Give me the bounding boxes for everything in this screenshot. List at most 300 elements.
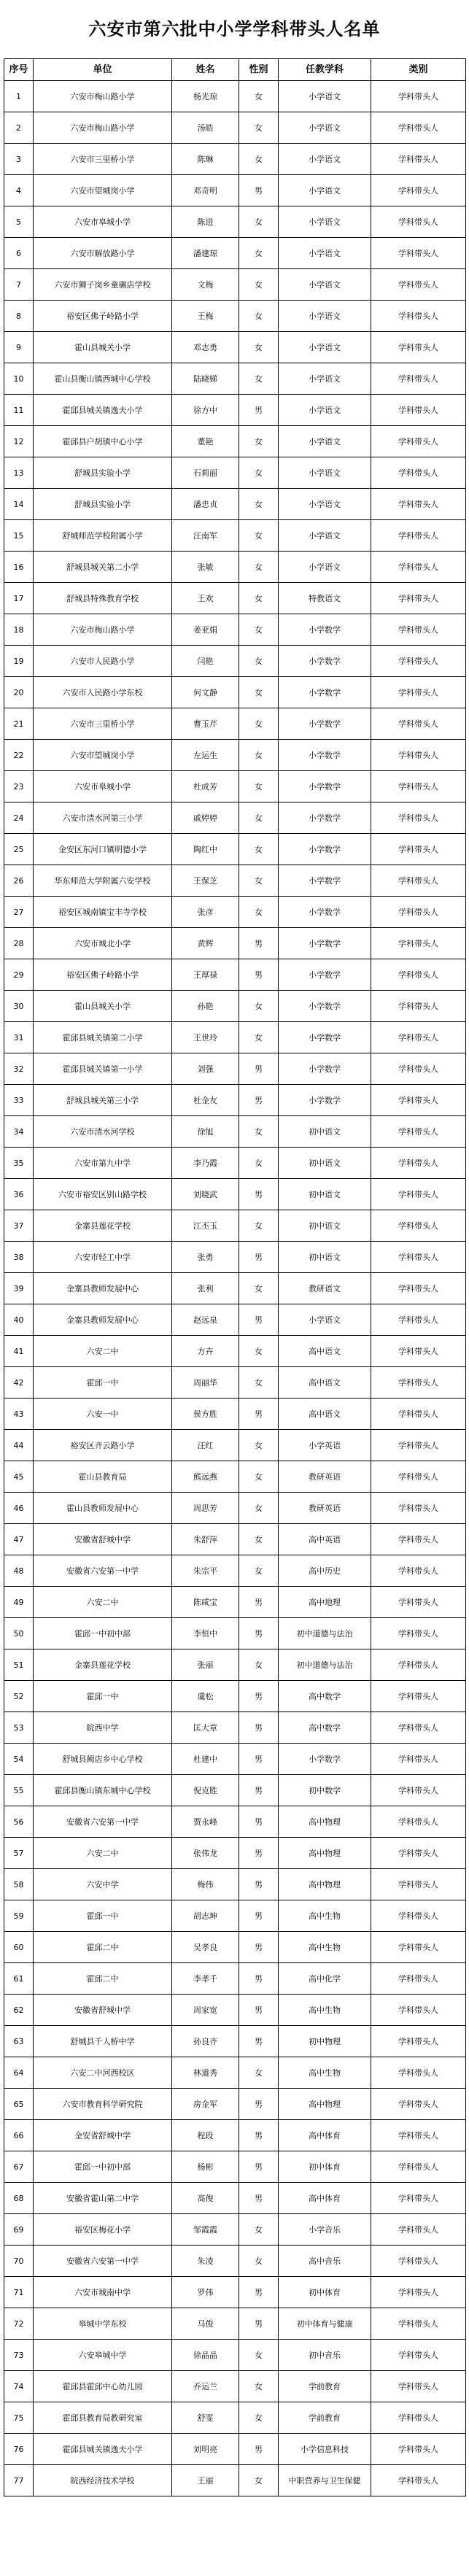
cell-name: 何文静 [172,677,239,708]
cell-number: 45 [4,1461,34,1493]
cell-name: 姜亚娟 [172,614,239,646]
cell-gender: 男 [239,2183,279,2214]
cell-unit: 皖西经济技术学校 [34,2465,172,2496]
cell-name: 罗伟 [172,2277,239,2308]
cell-subject: 初中数学 [279,1775,371,1806]
cell-name: 陈咸宝 [172,1587,239,1618]
cell-number: 71 [4,2277,34,2308]
cell-number: 37 [4,1210,34,1242]
cell-name: 董艳 [172,426,239,457]
cell-name: 刘晓武 [172,1179,239,1210]
cell-category: 学科带头人 [371,1932,466,1963]
cell-number: 41 [4,1336,34,1367]
cell-name: 左运生 [172,740,239,771]
cell-name: 梅伟 [172,1869,239,1900]
header-name: 姓名 [172,59,239,81]
cell-category: 学科带头人 [371,1838,466,1869]
cell-unit: 霍邱县城关镇第二小学 [34,1022,172,1053]
cell-name: 杜金友 [172,1085,239,1116]
cell-unit: 霍山县衡山镇西城中心学校 [34,363,172,395]
cell-number: 63 [4,2026,34,2057]
cell-number: 68 [4,2183,34,2214]
cell-gender: 女 [239,552,279,583]
cell-number: 53 [4,1712,34,1744]
cell-number: 62 [4,1995,34,2026]
cell-unit: 霍邱一中 [34,1900,172,1932]
cell-subject: 高中语文 [279,1367,371,1399]
cell-subject: 小学数学 [279,897,371,928]
cell-category: 学科带头人 [371,771,466,802]
cell-number: 44 [4,1430,34,1461]
cell-subject: 小学语文 [279,206,371,238]
cell-gender: 女 [239,363,279,395]
table-row [4,1900,466,1932]
cell-gender: 女 [239,489,279,520]
table-row [4,583,466,614]
teacher-table [4,58,466,2496]
cell-category: 学科带头人 [371,2151,466,2183]
cell-gender: 女 [239,1493,279,1524]
cell-number: 21 [4,708,34,740]
cell-subject: 初中体育与健康 [279,2308,371,2340]
cell-category: 学科带头人 [371,1304,466,1336]
table-row [4,301,466,332]
cell-gender: 女 [239,269,279,301]
cell-number: 1 [4,81,34,112]
cell-category: 学科带头人 [371,1242,466,1273]
cell-subject: 小学数学 [279,646,371,677]
cell-number: 15 [4,520,34,552]
cell-number: 20 [4,677,34,708]
cell-category: 学科带头人 [371,301,466,332]
cell-gender: 男 [239,2277,279,2308]
cell-subject: 小学数学 [279,959,371,991]
cell-number: 39 [4,1273,34,1304]
cell-number: 70 [4,2246,34,2277]
cell-gender: 男 [239,1838,279,1869]
cell-category: 学科带头人 [371,802,466,834]
cell-unit: 安徽省舒城中学 [34,1995,172,2026]
cell-unit: 金安区东河口镇明德小学 [34,834,172,865]
cell-name: 邓奇明 [172,175,239,206]
cell-subject: 高中物理 [279,1838,371,1869]
cell-name: 乔运兰 [172,2371,239,2402]
cell-number: 65 [4,2089,34,2120]
cell-category: 学科带头人 [371,1900,466,1932]
table-row [4,1963,466,1995]
cell-subject: 教研英语 [279,1461,371,1493]
cell-unit: 皖西中学 [34,1712,172,1744]
cell-unit: 六安市狮子岗乡童碾店学校 [34,269,172,301]
cell-name: 汪红 [172,1430,239,1461]
cell-gender: 男 [239,1775,279,1806]
table-row [4,363,466,395]
table-row [4,1775,466,1806]
cell-number: 9 [4,332,34,363]
cell-name: 李恒中 [172,1618,239,1649]
cell-gender: 男 [239,1618,279,1649]
cell-category: 学科带头人 [371,677,466,708]
cell-unit: 裕安区齐云路小学 [34,1430,172,1461]
cell-name: 赵远泉 [172,1304,239,1336]
table-row [4,1179,466,1210]
cell-unit: 裕安区城南镇宝丰寺学校 [34,897,172,928]
table-row [4,332,466,363]
header-category: 类别 [371,59,466,81]
cell-name: 方卉 [172,1336,239,1367]
cell-name: 匡大章 [172,1712,239,1744]
cell-subject: 小学数学 [279,991,371,1022]
table-row [4,1053,466,1085]
cell-subject: 小学语文 [279,144,371,175]
table-row [4,897,466,928]
cell-gender: 男 [239,1304,279,1336]
table-row [4,1367,466,1399]
cell-category: 学科带头人 [371,2089,466,2120]
cell-unit: 六安市城北小学 [34,928,172,959]
cell-unit: 舒城县实验小学 [34,457,172,489]
cell-gender: 女 [239,112,279,144]
cell-category: 学科带头人 [371,646,466,677]
cell-unit: 安徽省舒城中学 [34,1524,172,1555]
cell-gender: 男 [239,1053,279,1085]
cell-name: 房金军 [172,2089,239,2120]
table-row [4,2371,466,2402]
table-row [4,1524,466,1555]
cell-unit: 六安市梅山路小学 [34,81,172,112]
cell-name: 周家宽 [172,1995,239,2026]
cell-gender: 女 [239,897,279,928]
cell-gender: 男 [239,1806,279,1838]
cell-unit: 六安市轻工中学 [34,1242,172,1273]
cell-name: 潘建琼 [172,238,239,269]
cell-subject: 小学语文 [279,363,371,395]
table-row [4,2402,466,2434]
cell-gender: 女 [239,2246,279,2277]
cell-unit: 六安皋城中学 [34,2340,172,2371]
cell-subject: 高中语文 [279,1399,371,1430]
cell-number: 67 [4,2151,34,2183]
cell-name: 张利 [172,1273,239,1304]
cell-unit: 霍邱县城关镇逸夫小学 [34,2434,172,2465]
table-row [4,2277,466,2308]
cell-gender: 女 [239,2371,279,2402]
cell-category: 学科带头人 [371,2308,466,2340]
cell-gender: 女 [239,646,279,677]
cell-gender: 女 [239,991,279,1022]
cell-number: 11 [4,395,34,426]
cell-number: 58 [4,1869,34,1900]
cell-unit: 六安市城南中学 [34,2277,172,2308]
table-row [4,1493,466,1524]
cell-number: 22 [4,740,34,771]
cell-name: 刘明亮 [172,2434,239,2465]
cell-number: 43 [4,1399,34,1430]
cell-subject: 小学信息科技 [279,2434,371,2465]
cell-gender: 女 [239,238,279,269]
cell-unit: 舒城县实验小学 [34,489,172,520]
table-row [4,1744,466,1775]
cell-subject: 小学数学 [279,1085,371,1116]
cell-gender: 男 [239,1399,279,1430]
cell-category: 学科带头人 [371,959,466,991]
cell-unit: 裕安区梅花小学 [34,2214,172,2246]
cell-unit: 霍邱一中 [34,1367,172,1399]
cell-category: 学科带头人 [371,363,466,395]
table-row [4,1022,466,1053]
cell-unit: 华东师范大学附属六安学校 [34,865,172,897]
cell-category: 学科带头人 [371,1995,466,2026]
cell-category: 学科带头人 [371,583,466,614]
cell-unit: 舒城县城关第二小学 [34,552,172,583]
cell-unit: 霍邱县霍邱中心幼儿园 [34,2371,172,2402]
table-row [4,865,466,897]
cell-subject: 学前教育 [279,2371,371,2402]
cell-subject: 初中物理 [279,2026,371,2057]
cell-gender: 男 [239,2434,279,2465]
cell-name: 邹霞霞 [172,2214,239,2246]
cell-name: 熊远燕 [172,1461,239,1493]
cell-unit: 六安市三里桥小学 [34,708,172,740]
cell-name: 朱宗平 [172,1555,239,1587]
cell-category: 学科带头人 [371,1399,466,1430]
cell-unit: 霍邱县城关镇第一小学 [34,1053,172,1085]
cell-subject: 高中体育 [279,2120,371,2151]
table-row [4,1148,466,1179]
table-row [4,1618,466,1649]
cell-gender: 女 [239,1273,279,1304]
cell-number: 13 [4,457,34,489]
table-row [4,457,466,489]
cell-gender: 男 [239,959,279,991]
cell-number: 50 [4,1618,34,1649]
cell-category: 学科带头人 [371,2277,466,2308]
cell-gender: 男 [239,2089,279,2120]
cell-unit: 霍山县城关小学 [34,332,172,363]
cell-gender: 男 [239,1179,279,1210]
cell-number: 47 [4,1524,34,1555]
cell-gender: 女 [239,144,279,175]
cell-number: 17 [4,583,34,614]
cell-number: 26 [4,865,34,897]
table-header-row [4,59,466,81]
cell-unit: 六安市人民路小学 [34,646,172,677]
cell-category: 学科带头人 [371,1336,466,1367]
cell-unit: 六安市教育科学研究院 [34,2089,172,2120]
cell-gender: 男 [239,2120,279,2151]
cell-gender: 男 [239,1995,279,2026]
cell-name: 陆晓娣 [172,363,239,395]
cell-subject: 中职营养与卫生保健 [279,2465,371,2496]
cell-subject: 初中音乐 [279,2340,371,2371]
cell-gender: 女 [239,677,279,708]
cell-category: 学科带头人 [371,1116,466,1148]
cell-subject: 小学数学 [279,740,371,771]
cell-number: 23 [4,771,34,802]
cell-name: 潘忠贞 [172,489,239,520]
cell-subject: 小学语文 [279,395,371,426]
cell-category: 学科带头人 [371,1744,466,1775]
cell-subject: 高中物理 [279,2089,371,2120]
cell-name: 李孝千 [172,1963,239,1995]
header-unit: 单位 [34,59,172,81]
cell-category: 学科带头人 [371,2465,466,2496]
table-row [4,1399,466,1430]
cell-unit: 安徽省六安第一中学 [34,1806,172,1838]
cell-number: 54 [4,1744,34,1775]
table-row [4,834,466,865]
table-row [4,614,466,646]
cell-subject: 小学语文 [279,81,371,112]
cell-category: 学科带头人 [371,2402,466,2434]
cell-number: 42 [4,1367,34,1399]
cell-subject: 教研英语 [279,1493,371,1524]
cell-name: 高俊 [172,2183,239,2214]
cell-category: 学科带头人 [371,1806,466,1838]
cell-category: 学科带头人 [371,1587,466,1618]
cell-number: 77 [4,2465,34,2496]
cell-category: 学科带头人 [371,991,466,1022]
cell-subject: 小学语文 [279,552,371,583]
table-row [4,395,466,426]
cell-unit: 金安省舒城中学 [34,2120,172,2151]
cell-subject: 小学语文 [279,301,371,332]
cell-subject: 小学数学 [279,928,371,959]
cell-unit: 霍邱一中初中部 [34,1618,172,1649]
cell-category: 学科带头人 [371,332,466,363]
cell-subject: 小学数学 [279,771,371,802]
cell-subject: 初中语文 [279,1148,371,1179]
cell-number: 35 [4,1148,34,1179]
cell-name: 周思芳 [172,1493,239,1524]
cell-number: 73 [4,2340,34,2371]
cell-category: 学科带头人 [371,520,466,552]
cell-subject: 初中语文 [279,1179,371,1210]
cell-number: 64 [4,2057,34,2089]
cell-number: 52 [4,1681,34,1712]
cell-category: 学科带头人 [371,928,466,959]
cell-name: 孙良齐 [172,2026,239,2057]
cell-unit: 六安中学 [34,1869,172,1900]
table-row [4,1806,466,1838]
cell-gender: 女 [239,1022,279,1053]
cell-gender: 男 [239,2026,279,2057]
table-row [4,959,466,991]
cell-subject: 小学语文 [279,238,371,269]
cell-gender: 女 [239,1430,279,1461]
header-subject: 任教学科 [279,59,371,81]
cell-name: 徐晶晶 [172,2340,239,2371]
cell-number: 76 [4,2434,34,2465]
cell-gender: 男 [239,1963,279,1995]
cell-subject: 初中语文 [279,1242,371,1273]
table-row [4,2214,466,2246]
cell-subject: 高中音乐 [279,2246,371,2277]
table-row [4,2057,466,2089]
cell-gender: 女 [239,2057,279,2089]
cell-number: 30 [4,991,34,1022]
cell-number: 2 [4,112,34,144]
cell-subject: 高中语文 [279,1336,371,1367]
cell-name: 王厚禄 [172,959,239,991]
table-row [4,928,466,959]
cell-name: 贾永峰 [172,1806,239,1838]
cell-unit: 六安二中 [34,1336,172,1367]
table-row [4,1210,466,1242]
cell-subject: 小学语文 [279,426,371,457]
cell-category: 学科带头人 [371,552,466,583]
cell-category: 学科带头人 [371,489,466,520]
cell-unit: 裕安区佛子岭路小学 [34,959,172,991]
cell-name: 朱凌 [172,2246,239,2277]
cell-unit: 六安一中 [34,1399,172,1430]
cell-gender: 女 [239,301,279,332]
cell-subject: 小学数学 [279,708,371,740]
cell-unit: 霍邱一中初中部 [34,2151,172,2183]
cell-unit: 六安市解放路小学 [34,238,172,269]
cell-subject: 高中物理 [279,1806,371,1838]
cell-number: 7 [4,269,34,301]
cell-category: 学科带头人 [371,1869,466,1900]
table-row [4,2308,466,2340]
table-row [4,489,466,520]
cell-unit: 六安市人民路小学东校 [34,677,172,708]
cell-category: 学科带头人 [371,1085,466,1116]
cell-subject: 小学语文 [279,520,371,552]
table-row [4,552,466,583]
cell-category: 学科带头人 [371,1179,466,1210]
table-row [4,1649,466,1681]
cell-subject: 教研语文 [279,1273,371,1304]
cell-number: 40 [4,1304,34,1336]
cell-category: 学科带头人 [371,1775,466,1806]
cell-gender: 女 [239,1555,279,1587]
cell-subject: 特教语文 [279,583,371,614]
cell-name: 杨彬 [172,2151,239,2183]
cell-name: 文梅 [172,269,239,301]
cell-subject: 初中体育 [279,2277,371,2308]
cell-number: 61 [4,1963,34,1995]
cell-gender: 男 [239,1242,279,1273]
cell-number: 74 [4,2371,34,2402]
cell-subject: 小学语文 [279,457,371,489]
cell-category: 学科带头人 [371,1022,466,1053]
cell-gender: 女 [239,834,279,865]
cell-name: 胡志坤 [172,1900,239,1932]
cell-number: 10 [4,363,34,395]
cell-unit: 霍邱县衡山镇东城中心学校 [34,1775,172,1806]
table-row [4,426,466,457]
cell-subject: 小学数学 [279,834,371,865]
cell-name: 张勇 [172,1242,239,1273]
table-row [4,2089,466,2120]
cell-name: 徐旭 [172,1116,239,1148]
cell-gender: 女 [239,2402,279,2434]
header-number: 序号 [4,59,34,81]
cell-category: 学科带头人 [371,1555,466,1587]
cell-gender: 男 [239,1587,279,1618]
cell-name: 朱舒萍 [172,1524,239,1555]
table-row [4,269,466,301]
cell-unit: 六安市望城岗小学 [34,175,172,206]
cell-unit: 六安市皋城小学 [34,206,172,238]
cell-subject: 高中生物 [279,1995,371,2026]
table-row [4,2340,466,2371]
cell-number: 46 [4,1493,34,1524]
cell-number: 29 [4,959,34,991]
cell-gender: 女 [239,457,279,489]
cell-category: 学科带头人 [371,1618,466,1649]
